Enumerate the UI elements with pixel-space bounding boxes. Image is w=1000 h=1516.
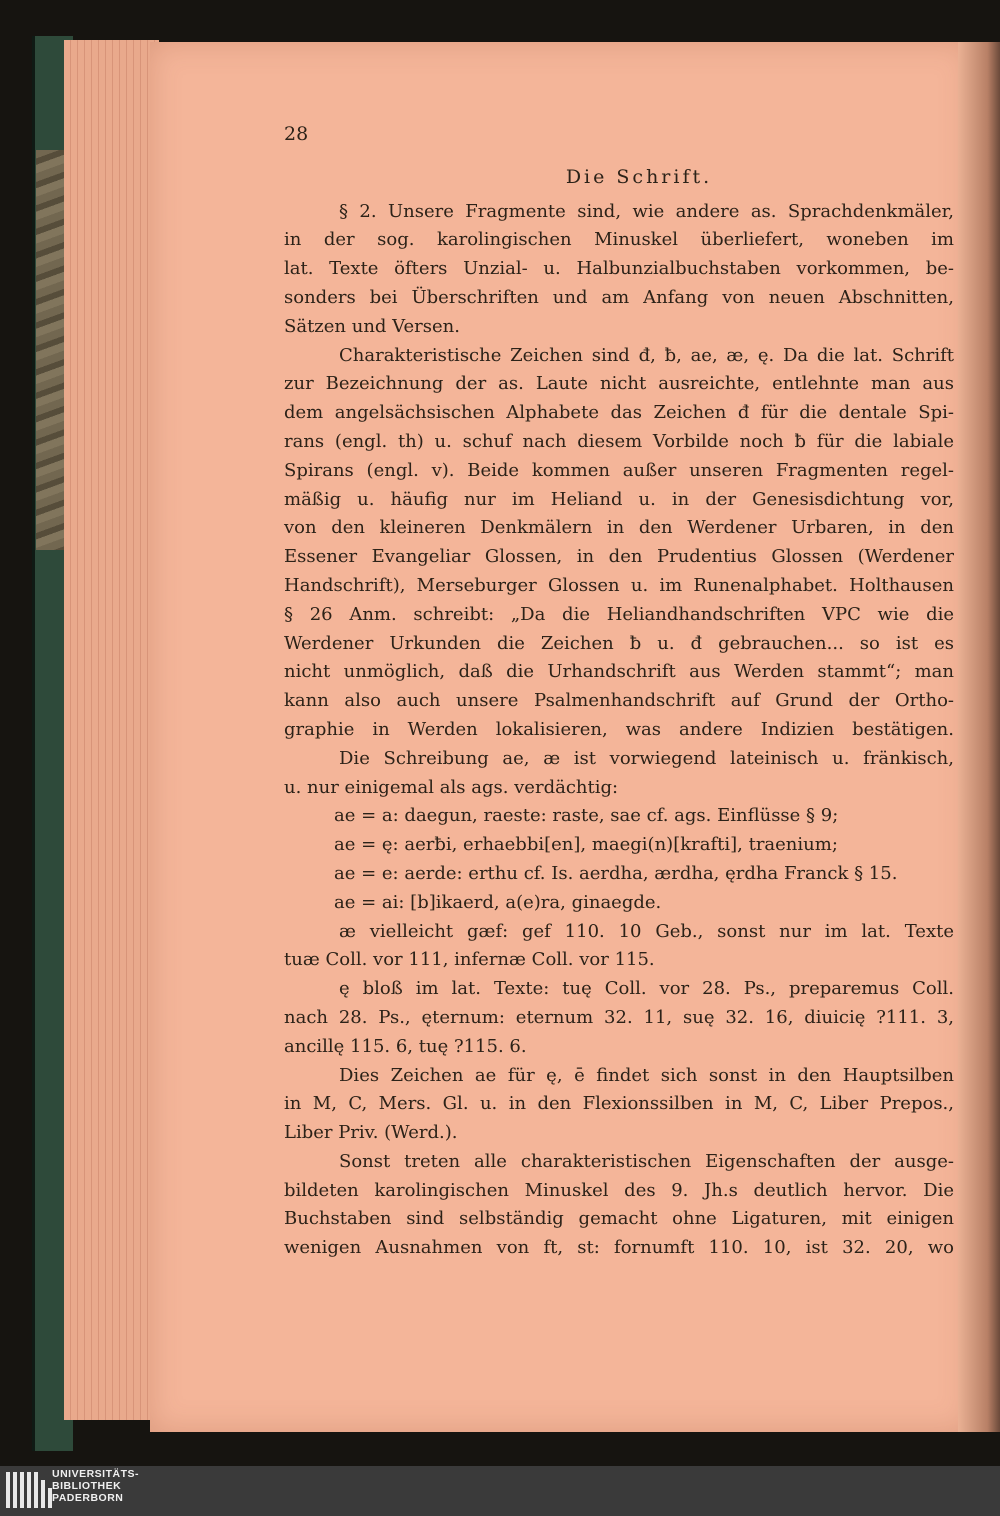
text-line: in M, C, Mers. Gl. u. in den Flexionssilben in M, C, Liber Prepos.,	[284, 1093, 954, 1115]
page-edges	[64, 40, 159, 1420]
text-line: Essener Evangeliar Glossen, in den Prudentius Glossen (Werdener	[284, 546, 954, 568]
text-line: tuæ Coll. vor 111, infernæ Coll. vor 115.	[284, 949, 655, 971]
text-line: Dies Zeichen ae für ę, ē findet sich sonst in den Hauptsilben	[339, 1064, 954, 1086]
text-line: in der sog. karolingischen Minuskel überliefert, woneben im	[284, 229, 954, 251]
text-line: zur Bezeichnung der as. Laute nicht ausreichte, entlehnte man aus	[284, 373, 954, 395]
logo-line-1: UNIVERSITÄTS-	[52, 1468, 140, 1480]
text-line: Sätzen und Versen.	[284, 315, 460, 337]
text-line: Liber Priv. (Werd.).	[284, 1122, 458, 1144]
text-line: Sonst treten alle charakteristischen Eigenschaften der ausge-	[339, 1150, 954, 1172]
example-line: ae = ę: aerƀi, erhaebbi[en], maegi(n)[krafti], traenium;	[334, 834, 838, 856]
text-line: u. nur einigemal als ags. verdächtig:	[284, 776, 619, 798]
example-line: ae = ai: [b]ikaerd, a(e)ra, ginaegde.	[334, 891, 662, 913]
text-line: nicht unmöglich, daß die Urhandschrift aus Werden stammt“; man	[284, 661, 954, 683]
text-line: nach 28. Ps., ęternum: eternum 32. 11, suę 32. 16, diuicię ?111. 3,	[284, 1006, 954, 1028]
text-line: mäßig u. häufig nur im Heliand u. in der Genesisdichtung vor,	[284, 488, 954, 510]
text-line: Werdener Urkunden die Zeichen ƀ u. đ gebrauchen... so ist es	[284, 632, 954, 654]
text-line: Charakteristische Zeichen sind đ, ƀ, ae, æ, ę. Da die lat. Schrift	[339, 344, 954, 366]
text-line: wenigen Ausnahmen von ft, st: fornumft 110. 10, ist 32. 20, wo	[284, 1237, 954, 1259]
text-line: sonders bei Überschriften und am Anfang von neuen Abschnitten,	[284, 286, 954, 308]
logo-line-3: PADERBORN	[52, 1492, 124, 1504]
example-line: ae = e: aerde: erthu cf. Is. aerdha, ærdha, ęrdha Franck § 15.	[334, 862, 898, 884]
page-text	[284, 120, 954, 1263]
logo-line-2: BIBLIOTHEK	[52, 1480, 122, 1492]
section-heading: Die Schrift.	[565, 165, 713, 188]
text-line: kann also auch unsere Psalmenhandschrift auf Grund der Ortho-	[284, 690, 954, 712]
text-line: § 2. Unsere Fragmente sind, wie andere as. Sprachdenkmäler,	[339, 200, 954, 222]
text-line: bildeten karolingischen Minuskel des 9. Jh.s deutlich hervor. Die	[284, 1179, 954, 1201]
text-line: lat. Texte öfters Unzial- u. Halbunzialbuchstaben vorkommen, be-	[284, 258, 954, 280]
text-line: § 26 Anm. schreibt: „Da die Heliandhandschriften VPC wie die	[284, 603, 954, 625]
text-line: Spirans (engl. v). Beide kommen außer unseren Fragmenten regel-	[284, 459, 954, 481]
library-logo-icon	[6, 1472, 52, 1508]
text-line: ę bloß im lat. Texte: tuę Coll. vor 28. Ps., preparemus Coll.	[339, 978, 954, 1000]
library-logo-text	[52, 1468, 139, 1504]
text-line: Handschrift), Merseburger Glossen u. im Runenalphabet. Holthausen	[284, 574, 954, 596]
example-line: ae = a: daegun, raeste: raste, sae cf. ags. Einflüsse § 9;	[334, 805, 839, 827]
page-gutter-shadow	[958, 42, 1000, 1432]
page-number: 28	[284, 123, 309, 145]
text-line: ancillę 115. 6, tuę ?115. 6.	[284, 1035, 527, 1057]
cover-marbled-paper	[36, 150, 66, 550]
text-line: rans (engl. th) u. schuf nach diesem Vorbilde noch ƀ für die labiale	[284, 430, 954, 452]
text-line: graphie in Werden lokalisieren, was andere Indizien bestätigen.	[284, 718, 954, 740]
text-line: Buchstaben sind selbständig gemacht ohne Ligaturen, mit einigen	[284, 1208, 954, 1230]
text-line: dem angelsächsischen Alphabete das Zeichen đ für die dentale Spi-	[284, 402, 954, 424]
text-line: von den kleineren Denkmälern in den Werdener Urbaren, in den	[284, 517, 954, 539]
text-line: æ vielleicht gæf: gef 110. 10 Geb., sonst nur im lat. Texte	[339, 920, 954, 942]
footer-bar	[0, 1466, 1000, 1516]
text-line: Die Schreibung ae, æ ist vorwiegend lateinisch u. fränkisch,	[339, 747, 954, 769]
